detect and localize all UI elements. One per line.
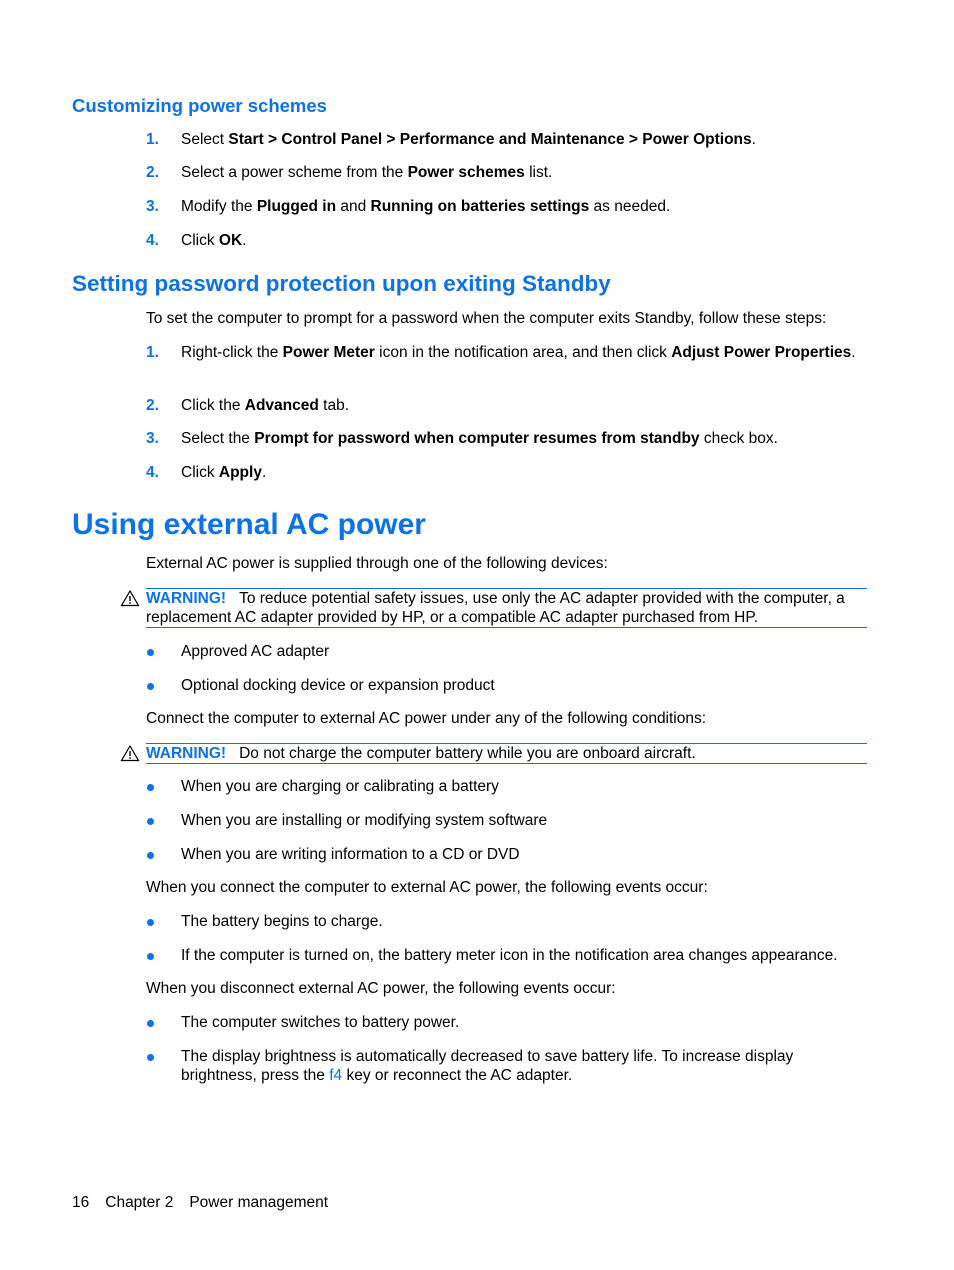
chapter-title: Power management [189, 1194, 329, 1211]
bullet-dot-icon [147, 683, 154, 690]
step-text: Select Start > Control Panel > Performance and Maintenance > Power Options. [181, 131, 756, 148]
warning-text: To reduce potential safety issues, use only the AC adapter provided with the computer, a replacement AC adapter provided by HP, or a compatible AC adapter purchased from HP. [146, 590, 845, 626]
warning-box [146, 743, 867, 764]
step-number: 4. [146, 232, 159, 249]
step-number: 4. [146, 464, 159, 481]
bullet-dot-icon [147, 818, 154, 825]
step-number: 2. [146, 397, 159, 414]
warning-box [146, 588, 867, 628]
warning-triangle-icon [120, 744, 140, 762]
paragraph: External AC power is supplied through one of the following devices: [146, 555, 608, 572]
bullet-dot-icon [147, 919, 154, 926]
bullet-dot-icon [147, 852, 154, 859]
bullet-dot-icon [147, 1054, 154, 1061]
bullet-dot-icon [147, 784, 154, 791]
bullet-dot-icon [147, 1020, 154, 1027]
step-text: Modify the Plugged in and Running on batteries settings as needed. [181, 198, 671, 215]
step-number: 3. [146, 198, 159, 215]
paragraph: Connect the computer to external AC power under any of the following conditions: [146, 710, 707, 727]
heading-customizing-power-schemes: Customizing power schemes [72, 95, 327, 116]
chapter-label: Chapter 2 [105, 1194, 174, 1211]
step-text: Select a power scheme from the Power schemes list. [181, 164, 553, 181]
heading-using-external-ac-power: Using external AC power [72, 508, 426, 541]
step-text: Right-click the Power Meter icon in the notification area, and then click Adjust Power Properties. [181, 344, 856, 361]
step-text: Click OK. [181, 232, 247, 249]
bullet-dot-icon [147, 953, 154, 960]
page-number: 16 [72, 1194, 90, 1211]
f4-key-link[interactable]: f4 [329, 1067, 343, 1084]
page-footer [72, 1193, 344, 1212]
step-number: 2. [146, 164, 159, 181]
paragraph: To set the computer to prompt for a password when the computer exits Standby, follow these steps: [146, 310, 827, 327]
step-number: 3. [146, 430, 159, 447]
document-page: Customizing power schemes 1. Select Start > Control Panel > Performance and Maintenance > Power Options. 2. Select a power scheme from the Power schemes list. 3. Modify the Plugged in and Running on batteries settings as needed. 4. Click OK. Setting password protection upon exiting Standby To set the computer to prompt for a password when the computer exits Standby, follow these steps: 1. Right-click the Power Meter icon in the notification area, and then click Adjust Power Properties. 2. Click the Advanced tab. 3. Select the Prompt for password when computer resumes from standby check box. 4. Click Apply. Using external AC power External AC power is supplied through one of the following devices: WARNING! To reduce potential safety issues, use only the AC adapter provided with the computer, a replacement AC adapter provided by HP, or a compatible AC adapter purchased from HP. Approved AC adapter Optional docking device or expansion product Connect the computer to external AC power under any of the following conditions: WARNING! Do not charge the computer battery while you are onboard aircraft. When you are charging or calibrating a battery When you are installing or modifying system software When you are writing information to a CD or DVD When you connect the computer to external AC power, the following events occur: The battery begins to charge. If the computer is turned on, the battery meter icon in the notification area changes appearance. When you disconnect external AC power, the following events occur: The computer switches to battery power. The display brightness is automatically decreased to save battery life. To increase display brightness, press the f4 key or reconnect the AC adapter. 16 Chapter 2 Power management [0, 0, 954, 1270]
paragraph: When you disconnect external AC power, the following events occur: [146, 980, 616, 997]
step-text: Select the Prompt for password when computer resumes from standby check box. [181, 430, 778, 447]
warning-label: WARNING! [146, 590, 227, 607]
step-number: 1. [146, 131, 159, 148]
step-text: Click Apply. [181, 464, 267, 481]
bullet-dot-icon [147, 649, 154, 656]
step-number: 1. [146, 344, 159, 361]
step-text: Click the Advanced tab. [181, 397, 350, 414]
warning-text: Do not charge the computer battery while you are onboard aircraft. [239, 745, 696, 762]
warning-label: WARNING! [146, 745, 227, 762]
heading-password-protection: Setting password protection upon exiting Standby [72, 271, 611, 296]
warning-triangle-icon [120, 589, 140, 607]
paragraph: When you connect the computer to external AC power, the following events occur: [146, 879, 708, 896]
